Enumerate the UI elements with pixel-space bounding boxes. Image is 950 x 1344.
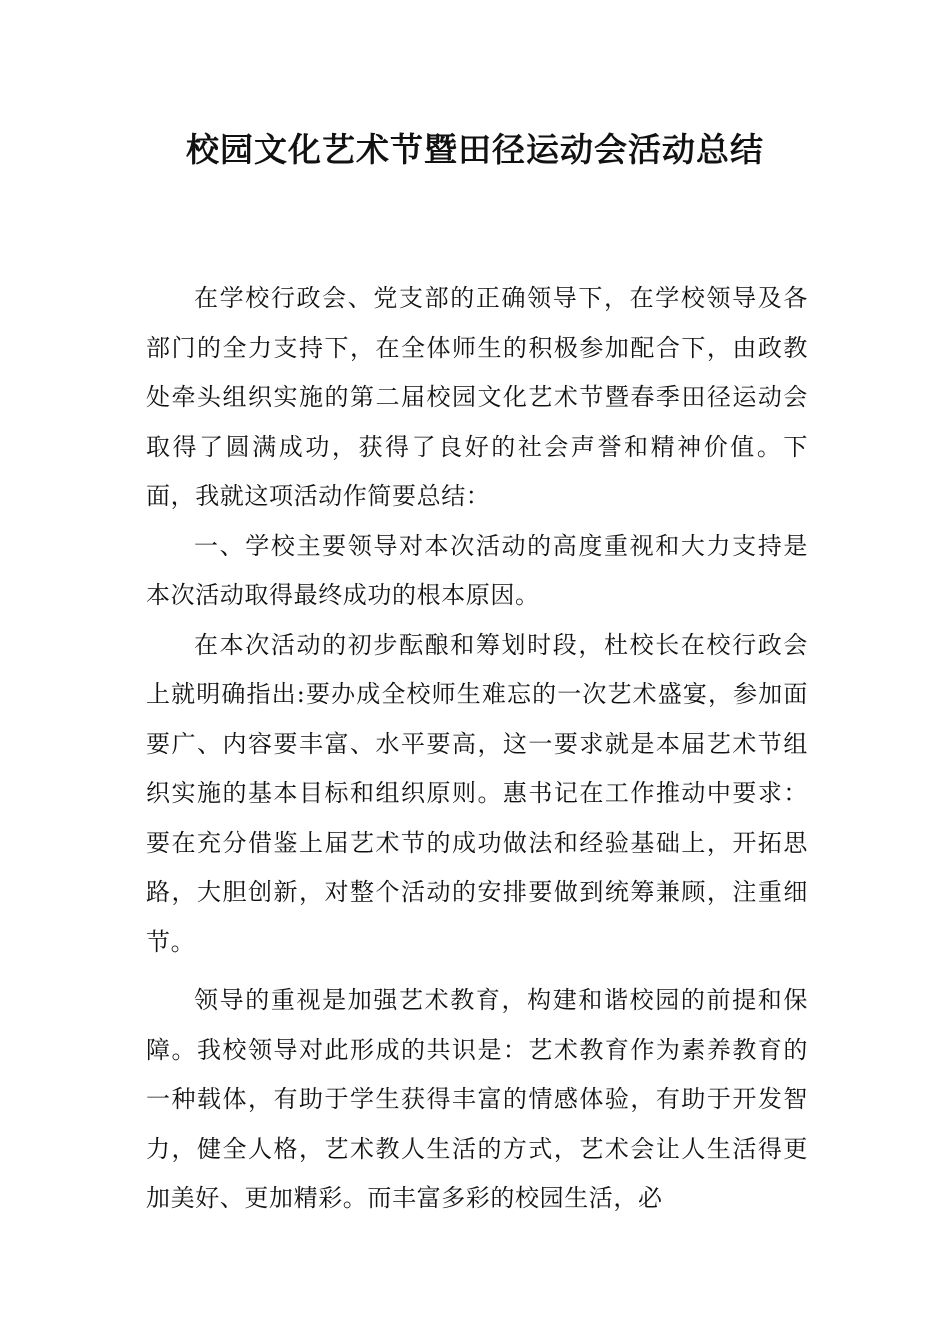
paragraph-intro: 在学校行政会、党支部的正确领导下，在学校领导及各部门的全力支持下，在全体师生的积极参加配合下，由政教处牵头组织实施的第二届校园文化艺术节暨春季田径运动会取得了圆满成功，获得了良好的社会声誉和精神价值。下面，我就这项活动作简要总结： bbox=[146, 284, 808, 510]
document-body bbox=[146, 274, 808, 1224]
paragraph-leadership-importance: 领导的重视是加强艺术教育，构建和谐校园的前提和保障。我校领导对此形成的共识是：艺术教育作为素养教育的一种载体，有助于学生获得丰富的情感体验，有助于开发智力，健全人格，艺术教人生活的方式，艺术会让人生活得更加美好、更加精彩。而丰富多彩的校园生活，必 bbox=[146, 986, 808, 1212]
paragraph-leadership-instructions: 在本次活动的初步酝酿和筹划时段，杜校长在校行政会上就明确指出:要办成全校师生难忘的一次艺术盛宴，参加面要广、内容要丰富、水平要高，这一要求就是本届艺术节组织实施的基本目标和组织原则。惠书记在工作推动中要求：要在充分借鉴上届艺术节的成功做法和经验基础上，开拓思路，大胆创新，对整个活动的安排要做到统筹兼顾，注重细节。 bbox=[146, 630, 808, 956]
document-title: 校园文化艺术节暨田径运动会活动总结 bbox=[186, 130, 764, 169]
paragraph-section-one: 一、学校主要领导对本次活动的高度重视和大力支持是本次活动取得最终成功的根本原因。 bbox=[146, 531, 808, 609]
